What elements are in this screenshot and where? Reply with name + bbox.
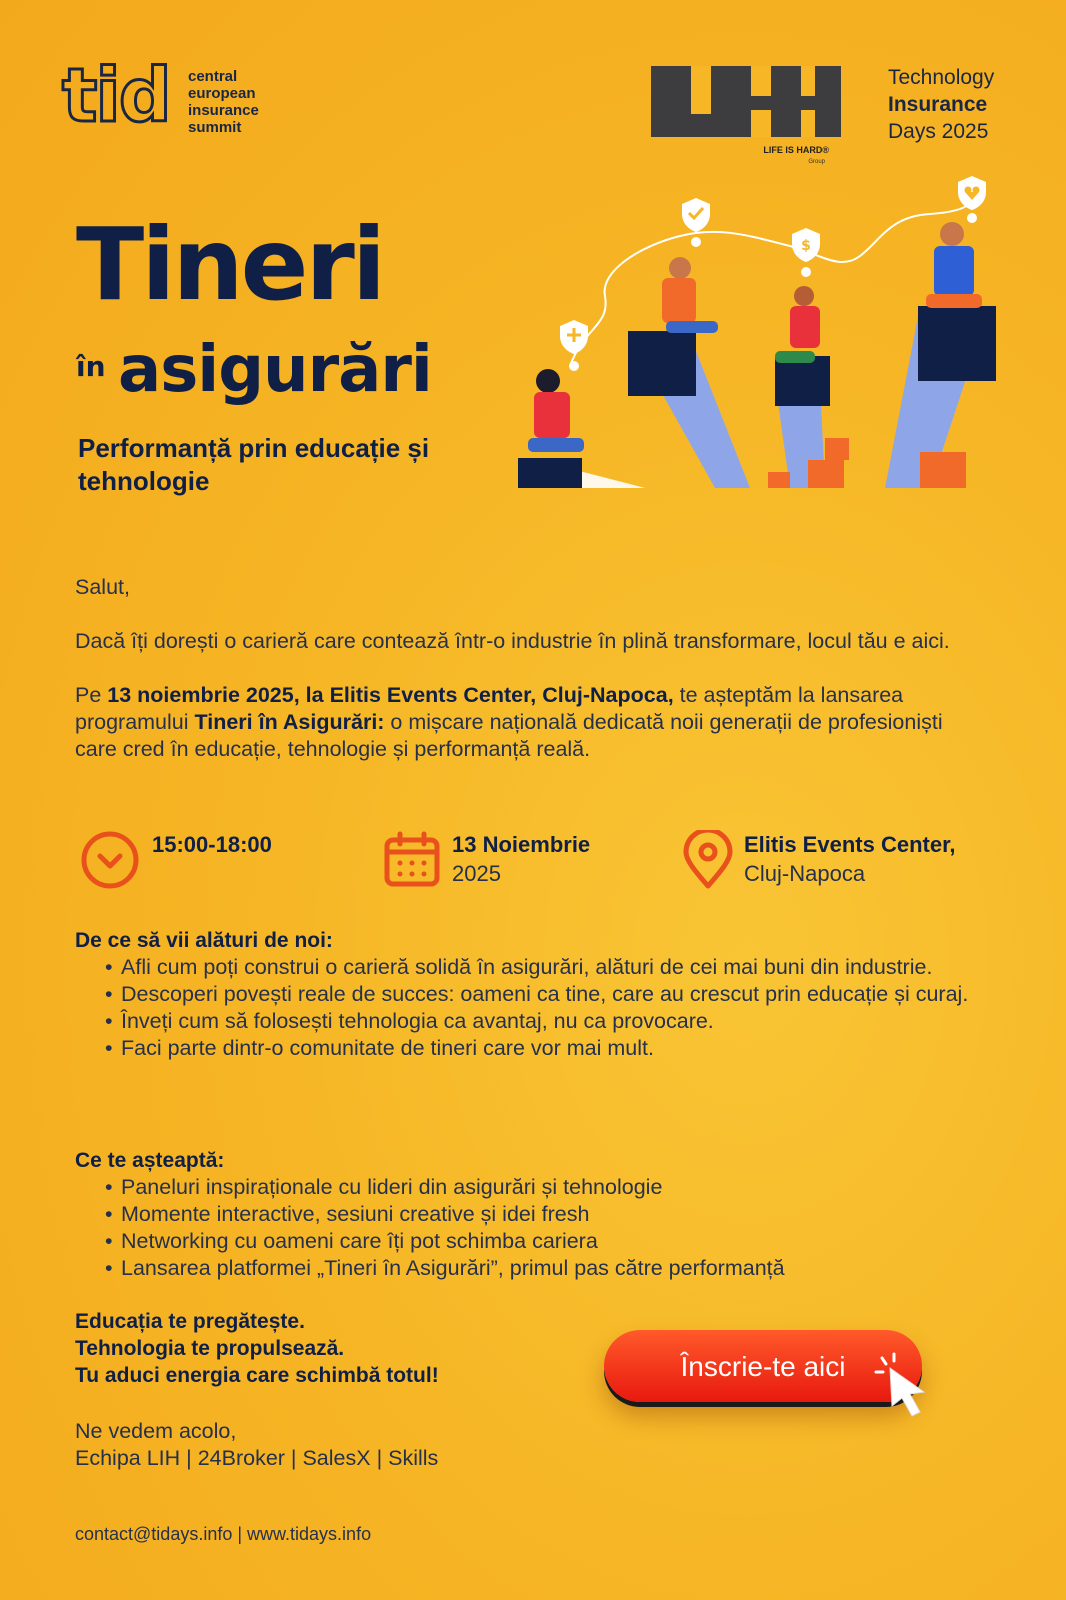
tid-logo-word: tid	[62, 53, 170, 139]
pointer-cursor-icon	[872, 1352, 942, 1422]
svg-text:$: $	[801, 238, 811, 254]
expect-section	[75, 1147, 995, 1282]
hero-title-prefix: în	[76, 350, 106, 383]
list-item: • Faci parte dintr-o comunitate de tineri care vor mai mult.	[105, 1036, 654, 1060]
hero-title-line1: Tineri	[76, 206, 384, 323]
event-time: 15:00-18:00	[152, 832, 272, 857]
list-item: • Lansarea platformei „Tineri în Asigurări”, primul pas către performanță	[105, 1256, 785, 1280]
event-city: Cluj-Napoca	[744, 861, 866, 886]
lih-logo-mark	[651, 66, 841, 137]
footer-contact: contact@tidays.info | www.tidays.info	[75, 1524, 372, 1544]
why-list	[75, 954, 995, 1062]
register-button[interactable]: Înscrie-te aici	[604, 1330, 922, 1402]
list-item: • Descoperi povești reale de succes: oameni ca tine, care au crescut prin educație și curaj.	[105, 982, 969, 1006]
lih-logo	[651, 66, 841, 170]
shield-dollar-icon	[792, 228, 820, 262]
list-item: • Networking cu oameni care îți pot schimba cariera	[105, 1229, 598, 1253]
intro-text	[75, 574, 995, 763]
signoff-greeting: Ne vedem acolo,	[75, 1419, 237, 1443]
tid-summit-logo	[62, 53, 292, 140]
event-name: Technology Insurance Days 2025	[888, 66, 995, 143]
tid-logo-subtitle: central european insurance summit	[188, 68, 259, 136]
signoff	[75, 1418, 995, 1472]
shield-plus-icon	[560, 320, 588, 354]
lih-logo-group: Group	[808, 159, 825, 165]
why-title: De ce să vii alături de noi:	[75, 929, 333, 952]
location-pin-icon	[678, 830, 738, 890]
greeting: Salut,	[75, 575, 130, 599]
hero-illustration	[490, 176, 1020, 506]
shield-heart-icon	[958, 176, 986, 210]
clock-icon	[80, 830, 140, 890]
expect-list	[75, 1174, 995, 1282]
signoff-team: Echipa LIH | 24Broker | SalesX | Skills	[75, 1446, 439, 1470]
hero-tagline: Performanță prin educație și tehnologie	[78, 433, 430, 496]
event-date-day: 13 Noiembrie	[452, 832, 591, 857]
program-name: Tineri în Asigurări:	[194, 710, 385, 734]
lih-logo-tagline: LIFE IS HARD®	[763, 145, 829, 155]
slogan: Educația te pregătește. Tehnologia te propulsează. Tu aduci energia care schimbă totul!	[75, 1310, 439, 1387]
list-item: • Paneluri inspiraționale cu lideri din asigurări și tehnologie	[105, 1175, 663, 1199]
expect-title: Ce te așteaptă:	[75, 1149, 225, 1172]
list-item: • Momente interactive, sesiuni creative și idei fresh	[105, 1202, 590, 1226]
calendar-icon	[382, 830, 442, 890]
why-section	[75, 927, 995, 1062]
hero-title-line2: asigurări	[118, 333, 432, 407]
list-item: • Afli cum poți construi o carieră solidă în asigurări, alături de cei mai buni din industrie.	[105, 955, 933, 979]
event-date-location: 13 noiembrie 2025, la Elitis Events Center, Cluj-Napoca,	[107, 683, 674, 707]
event-venue: Elitis Events Center,	[744, 832, 956, 857]
intro-paragraph-2: Pe 13 noiembrie 2025, la Elitis Events Center, Cluj-Napoca, te așteptăm la lansarea programului Tineri în Asigurări: o mișcare națională dedicată noii generații de profesioniști care cred în educație, tehnologie și performanță reală.	[75, 683, 943, 761]
shield-check-icon	[682, 198, 710, 232]
list-item: • Înveți cum să folosești tehnologia ca avantaj, nu ca provocare.	[105, 1009, 714, 1033]
intro-paragraph-1: Dacă îți dorești o carieră care contează într-o industrie în plină transformare, locul tău e aici.	[75, 629, 950, 653]
event-date-year: 2025	[452, 861, 501, 886]
